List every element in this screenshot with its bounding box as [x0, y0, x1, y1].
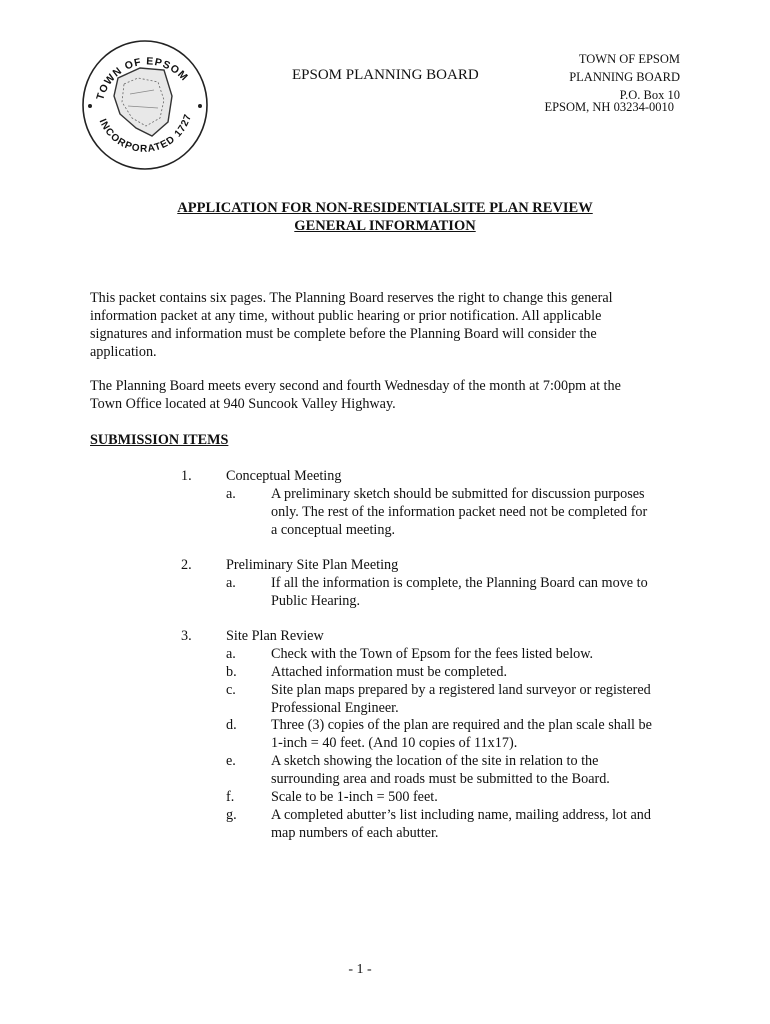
subitem-line: 1-inch = 40 feet. (And 10 copies of 11x17).: [271, 735, 518, 751]
subitem-text: [271, 716, 652, 752]
item-number: 3.: [181, 628, 192, 644]
subitem-text: [271, 788, 438, 806]
meeting-line: The Planning Board meets every second and fourth Wednesday of the month at 7:00pm at the: [90, 378, 621, 394]
subitem-text: [271, 485, 647, 539]
subitem-line: Professional Engineer.: [271, 700, 399, 716]
subitem-line: a conceptual meeting.: [271, 522, 396, 538]
subitem-line: surrounding area and roads must be submitted to the Board.: [271, 771, 610, 787]
meeting-line: Town Office located at 940 Suncook Valley Highway.: [90, 396, 396, 412]
intro-line: application.: [90, 344, 157, 360]
item-title: Conceptual Meeting: [226, 468, 342, 484]
subitem-line: A preliminary sketch should be submitted for discussion purposes: [271, 486, 645, 502]
subitem-text: [271, 645, 593, 663]
subitem-letter: a.: [226, 646, 236, 662]
document-title: APPLICATION FOR NON-RESIDENTIALSITE PLAN REVIEW: [177, 200, 593, 216]
subitem-letter: f.: [226, 789, 235, 805]
town-seal-logo: [80, 38, 210, 172]
address-line-3: P.O. Box 10: [619, 88, 680, 102]
seal-top-text: TOWN OF EPSOM: [94, 55, 191, 102]
subitem-letter: b.: [226, 664, 237, 680]
address-line-2: PLANNING BOARD: [569, 70, 680, 84]
meeting-paragraph: [90, 377, 690, 413]
submission-heading: SUBMISSION ITEMS: [90, 432, 229, 448]
subitem-letter: c.: [226, 682, 236, 698]
subitem-text: [271, 752, 610, 788]
subitem-line: If all the information is complete, the Planning Board can move to: [271, 575, 648, 591]
subitem-text: [271, 681, 651, 717]
subitem-letter: e.: [226, 753, 236, 769]
subitem-letter: g.: [226, 807, 237, 823]
intro-paragraph: [90, 289, 690, 361]
item-number: 1.: [181, 468, 192, 484]
item-number: 2.: [181, 557, 192, 573]
intro-line: This packet contains six pages. The Planning Board reserves the right to change this general: [90, 290, 613, 306]
intro-line: information packet at any time, without public hearing or prior notification. All applicable: [90, 308, 602, 324]
subitem-line: Three (3) copies of the plan are required and the plan scale shall be: [271, 717, 652, 733]
address-line-1: TOWN OF EPSOM: [578, 52, 680, 66]
subitem-line: only. The rest of the information packet need not be completed for: [271, 504, 648, 520]
board-title: EPSOM PLANNING BOARD: [292, 67, 479, 83]
subitem-letter: a.: [226, 486, 236, 502]
item-title: Preliminary Site Plan Meeting: [226, 557, 399, 573]
subitem-line: Attached information must be completed.: [271, 664, 507, 680]
page-number: - 1 -: [348, 962, 372, 977]
seal-bottom-text: INCORPORATED 1727: [96, 112, 195, 155]
subitem-text: [271, 663, 507, 681]
subitem-line: Check with the Town of Epsom for the fees listed below.: [271, 646, 594, 662]
address-line-4: EPSOM, NH 03234-0010: [544, 100, 674, 114]
intro-line: signatures and information must be complete before the Planning Board will consider the: [90, 326, 597, 342]
subitem-line: Scale to be 1-inch = 500 feet.: [271, 789, 438, 805]
subitem-letter: a.: [226, 575, 236, 591]
subitem-letter: d.: [226, 717, 237, 733]
subitem-line: A completed abutter’s list including name, mailing address, lot and: [271, 807, 651, 823]
subitem-text: [271, 574, 648, 610]
subitem-text: [271, 806, 651, 842]
subitem-line: Site plan maps prepared by a registered land surveyor or registered: [271, 682, 651, 698]
item-title: Site Plan Review: [226, 628, 324, 644]
subitem-line: Public Hearing.: [271, 593, 361, 609]
subitem-line: map numbers of each abutter.: [271, 825, 439, 841]
document-subtitle: GENERAL INFORMATION: [294, 218, 476, 234]
subitem-line: A sketch showing the location of the site in relation to the: [271, 753, 599, 769]
